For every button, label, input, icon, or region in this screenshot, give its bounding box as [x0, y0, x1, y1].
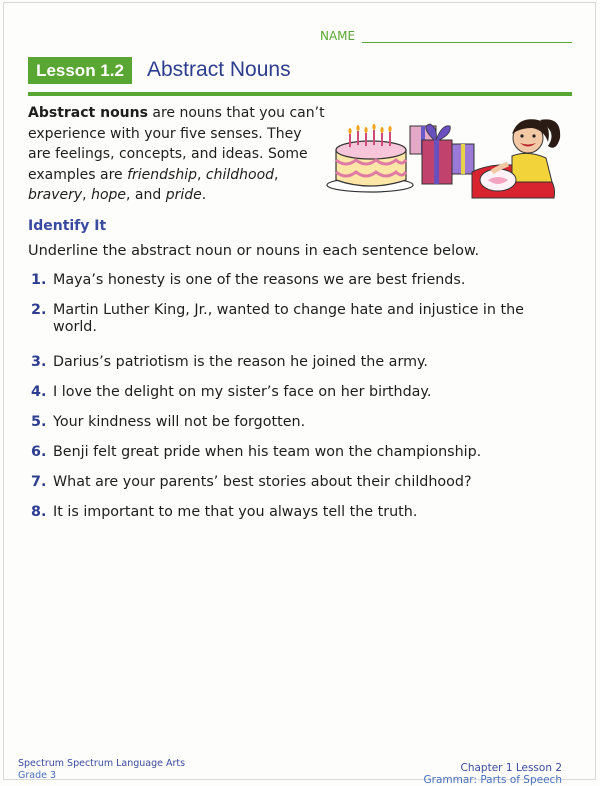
period: . [201, 187, 207, 203]
name-field [320, 29, 572, 43]
exercise-item[interactable] [28, 384, 548, 401]
exercise-item[interactable] [28, 272, 548, 289]
girl-with-gift-icon [472, 119, 560, 198]
example-word: hope [91, 187, 127, 203]
birthday-illustration [322, 112, 572, 204]
exercise-item[interactable] [28, 474, 548, 491]
intro-paragraph [28, 103, 328, 206]
exercise-instructions: Underline the abstract noun or nouns in each sentence below. [28, 243, 480, 259]
footer-book-title: Spectrum Spectrum Language Arts [18, 758, 186, 769]
exercise-list [28, 272, 548, 534]
item-number: 7. [31, 474, 47, 490]
exercise-item[interactable] [28, 354, 548, 371]
footer-chapter: Chapter 1 Lesson 2 [460, 762, 562, 774]
footer-right [424, 762, 562, 786]
example-word: friendship [127, 166, 197, 183]
item-number: 3. [31, 354, 47, 370]
separator: , [82, 187, 92, 203]
section-heading: Identify It [28, 218, 107, 234]
item-number: 6. [31, 444, 47, 460]
item-number: 5. [31, 414, 47, 430]
name-blank-line[interactable] [362, 42, 572, 43]
example-word: bravery [28, 187, 83, 203]
intro-term: Abstract nouns [28, 105, 148, 121]
item-text: I love the delight on my sister’s face on her birthday. [53, 384, 432, 400]
item-number: 4. [31, 384, 47, 400]
separator: , [274, 166, 279, 183]
item-text: Maya’s honesty is one of the reasons we are best friends. [53, 272, 466, 288]
title-divider [28, 92, 572, 96]
item-text: Benji felt great pride when his team won the championship. [53, 444, 482, 460]
birthday-cake-icon [327, 124, 413, 192]
lesson-title: Abstract Nouns [147, 58, 291, 81]
item-text: What are your parents’ best stories about their childhood? [53, 474, 472, 490]
item-number: 8. [31, 504, 47, 520]
item-number: 2. [31, 302, 47, 318]
gift-boxes-icon [410, 124, 474, 184]
footer-grade: Grade 3 [18, 770, 57, 781]
exercise-item[interactable] [28, 414, 548, 431]
separator: , [196, 166, 206, 183]
lesson-badge: Lesson 1.2 [28, 57, 132, 84]
item-text: It is important to me that you always tell the truth. [53, 504, 418, 520]
intro-text: are nouns that you can’t experience with your five senses. They are feelings, concepts, and ideas. Some examples are [28, 105, 325, 183]
exercise-item[interactable] [28, 302, 548, 336]
footer-left [18, 758, 185, 782]
example-word: childhood [205, 166, 275, 183]
exercise-item[interactable] [28, 504, 548, 521]
item-text: Your kindness will not be forgotten. [53, 414, 306, 430]
name-label: NAME [320, 29, 356, 43]
footer-topic: Grammar: Parts of Speech [423, 774, 562, 786]
item-number: 1. [31, 272, 47, 288]
separator: , and [126, 187, 166, 203]
item-text: Martin Luther King, Jr., wanted to change hate and injustice in the world. [53, 302, 524, 335]
example-word: pride [165, 187, 202, 203]
exercise-item[interactable] [28, 444, 548, 461]
item-text: Darius’s patriotism is the reason he joined the army. [53, 354, 428, 370]
